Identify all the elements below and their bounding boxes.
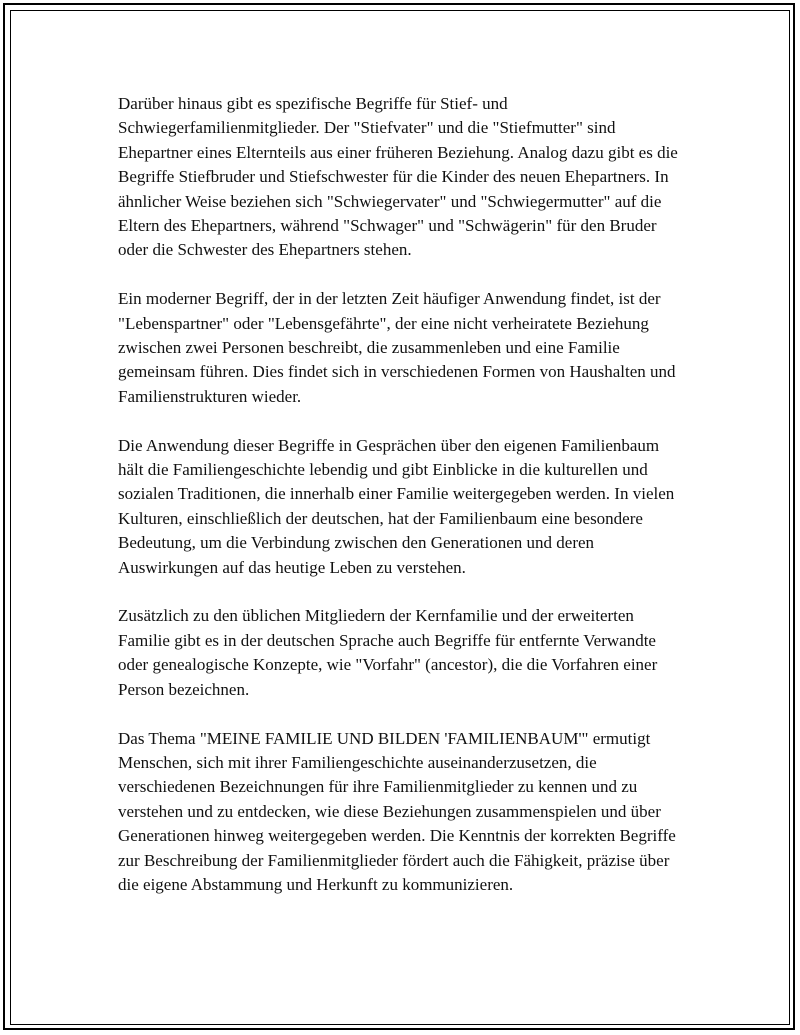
document-body [118,92,688,922]
paragraph-family-tree-usage: Die Anwendung dieser Begriffe in Gesprächen über den eigenen Familienbaum hält die Familiengeschichte lebendig und gibt Einblicke in die kulturellen und sozialen Traditionen, die innerhalb einer Familie weitergegeben werden. In vielen Kulturen, einschließlich der deutschen, hat der Familienbaum eine besondere Bedeutung, um die Verbindung zwischen den Generationen und deren Auswirkungen auf das heutige Leben zu verstehen. [118,435,675,577]
paragraph-theme-summary: Das Thema "MEINE FAMILIE UND BILDEN 'FAMILIENBAUM'" ermutigt Menschen, sich mit ihrer Familiengeschichte auseinanderzusetzen, die verschiedenen Bezeichnungen für ihre Familienmitglieder zu kennen und zu verstehen und zu entdecken, wie diese Beziehungen zusammenspielen und über Generationen hinweg weitergegeben werden. Die Kenntnis der korrekten Begriffe zur Beschreibung der Familienmitglieder fördert auch die Fähigkeit, präzise über die eigene Abstammung und Herkunft zu kommunizieren. [118,728,676,894]
paragraph-life-partner: Ein moderner Begriff, der in der letzten Zeit häufiger Anwendung findet, ist der "Lebenspartner" oder "Lebensgefährte", der eine nicht verheiratete Beziehung zwischen zwei Personen beschreibt, die zusammenleben und eine Familie gemeinsam führen. Dies findet sich in verschiedenen Formen von Haushalten und Familienstrukturen wieder. [118,289,676,406]
paragraph-distant-relatives: Zusätzlich zu den üblichen Mitgliedern der Kernfamilie und der erweiterten Familie gibt es in der deutschen Sprache auch Begriffe für entfernte Verwandte oder genealogische Konzepte, wie "Vorfahr" (ancestor), die die Vorfahren einer Person bezeichnen. [118,606,658,699]
paragraph-stepfamily-terms: Darüber hinaus gibt es spezifische Begriffe für Stief- und Schwiegerfamilienmitglieder. Der "Stiefvater" und die "Stiefmutter" sind Ehepartner eines Elternteils aus einer früheren Beziehung. Analog dazu gibt es die Begriffe Stiefbruder und Stiefschwester für die Kinder des neuen Ehepartners. In ähnlicher Weise beziehen sich "Schwiegervater" und "Schwiegermutter" auf die Eltern des Ehepartners, während "Schwager" und "Schwägerin" für den Bruder oder die Schwester des Ehepartners stehen. [118,94,678,260]
